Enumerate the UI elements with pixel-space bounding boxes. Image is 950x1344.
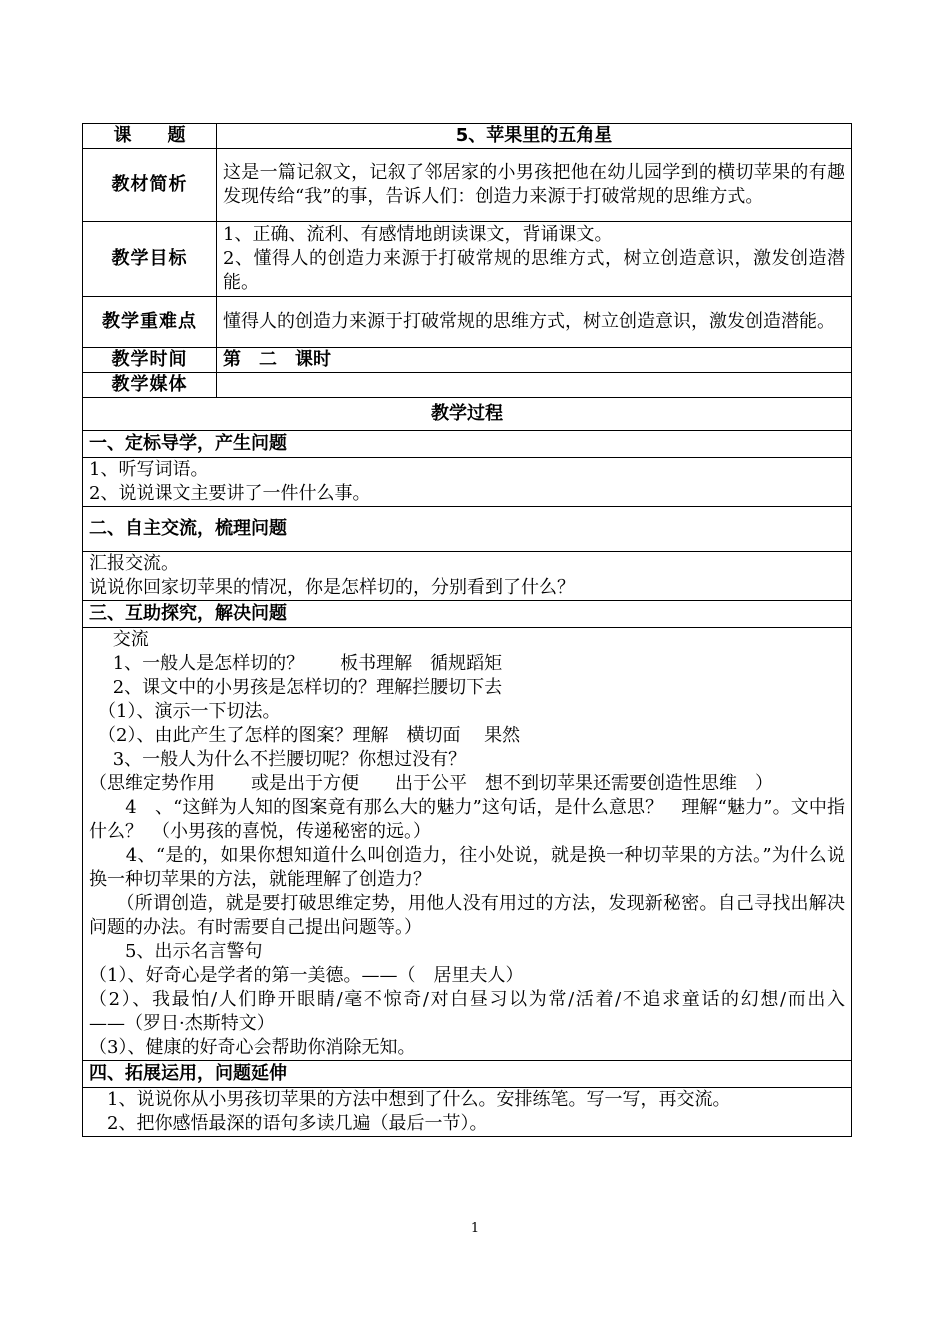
key-label: 教学重难点	[83, 297, 217, 348]
media-value	[217, 373, 852, 398]
section-2-body	[83, 552, 852, 601]
media-label: 教学媒体	[83, 373, 217, 398]
section-content	[83, 1088, 852, 1137]
content-line: 4 、“这鲜为人知的图案竟有那么大的魅力”这句话，是什么意思？ 理解“魅力”。文中指什么？ （小男孩的喜悦，传递秘密的远。）	[89, 797, 845, 842]
time-row	[83, 348, 852, 373]
goals-label: 教学目标	[83, 222, 217, 297]
process-title-row	[83, 398, 852, 431]
intro-text: 这是一篇记叙文，记叙了邻居家的小男孩把他在幼儿园学到的横切苹果的有趣发现传给“我”的事，告诉人们：创造力来源于打破常规的思维方式。	[217, 149, 852, 222]
key-row	[83, 297, 852, 348]
intro-row	[83, 149, 852, 222]
content-line: （2）、我最怕/人们睁开眼睛/毫不惊奇/对白昼习以为常/活着/不追求童话的幻想/而出入 ——（罗日·杰斯特文）	[89, 989, 899, 1034]
section-title: 一、定标导学，产生问题	[83, 431, 852, 458]
section-content	[83, 458, 852, 507]
lesson-plan-document	[82, 123, 899, 1137]
content-line: 3、一般人为什么不拦腰切呢？你想过没有？	[89, 749, 467, 770]
page-number: 1	[470, 1221, 480, 1236]
time-value: 第 二 课时	[217, 348, 852, 373]
section-3-header	[83, 601, 852, 628]
content-line: 说说你回家切苹果的情况，你是怎样切的，分别看到了什么？	[89, 577, 575, 598]
content-line: （1）、演示一下切法。	[89, 701, 281, 722]
content-line: （思维定势作用 或是出于方便 出于公平 想不到切苹果还需要创造性思维 ）	[89, 773, 773, 794]
content-line: 1、说说你从小男孩切苹果的方法中想到了什么。安排练笔。写一写，再交流。	[89, 1089, 731, 1110]
content-line: （所谓创造，就是要打破思维定势，用他人没有用过的方法，发现新秘密。自己寻找出解决问题的办法。有时需要自己提出问题等。）	[89, 893, 845, 938]
section-content	[83, 552, 852, 601]
section-content	[83, 628, 899, 1061]
content-line: 1、一般人是怎样切的？ 板书理解 循规蹈矩	[89, 653, 503, 674]
goals-row	[83, 222, 852, 297]
content-line: 2、把你感悟最深的语句多读几遍（最后一节）。	[89, 1113, 488, 1134]
section-title: 二、自主交流，梳理问题	[83, 507, 852, 552]
process-title: 教学过程	[83, 398, 852, 431]
section-1-body	[83, 458, 852, 507]
section-2-header	[83, 507, 852, 552]
lesson-title: 5、苹果里的五角星	[217, 124, 852, 149]
section-4-header	[83, 1061, 852, 1088]
intro-label: 教材简析	[83, 149, 217, 222]
goal-item: 1、正确、流利、有感情地朗读课文，背诵课文。	[223, 224, 613, 245]
content-line: 2、课文中的小男孩是怎样切的？理解拦腰切下去	[89, 677, 503, 698]
content-line: 5、出示名言警句	[89, 941, 263, 962]
title-label: 课 题	[83, 124, 217, 149]
goal-item: 2、懂得人的创造力来源于打破常规的思维方式，树立创造意识，激发创造潜能。	[223, 248, 845, 293]
goals-text	[217, 222, 852, 297]
title-row	[83, 124, 852, 149]
section-1-header	[83, 431, 852, 458]
section-title: 三、互助探究，解决问题	[83, 601, 852, 628]
lesson-plan-table	[82, 123, 899, 1137]
section-title: 四、拓展运用，问题延伸	[83, 1061, 852, 1088]
content-line: 1、听写词语。	[89, 459, 209, 480]
section-3-body	[83, 628, 852, 1061]
content-line: 2、说说课文主要讲了一件什么事。	[89, 483, 371, 504]
content-line: （2）、由此产生了怎样的图案？理解 横切面 果然	[89, 725, 521, 746]
content-line: （3）、健康的好奇心会帮助你消除无知。	[89, 1037, 416, 1058]
content-line: 汇报交流。	[89, 553, 179, 574]
content-line: 交流	[89, 629, 149, 650]
time-label: 教学时间	[83, 348, 217, 373]
content-line: 4、“是的，如果你想知道什么叫创造力，往小处说，就是换一种切苹果的方法。”为什么说换一种切苹果的方法，就能理解了创造力？	[89, 845, 845, 890]
media-row	[83, 373, 852, 398]
section-4-body	[83, 1088, 852, 1137]
key-text: 懂得人的创造力来源于打破常规的思维方式，树立创造意识，激发创造潜能。	[217, 297, 852, 348]
content-line: （1）、好奇心是学者的第一美德。——（ 居里夫人）	[89, 965, 524, 986]
